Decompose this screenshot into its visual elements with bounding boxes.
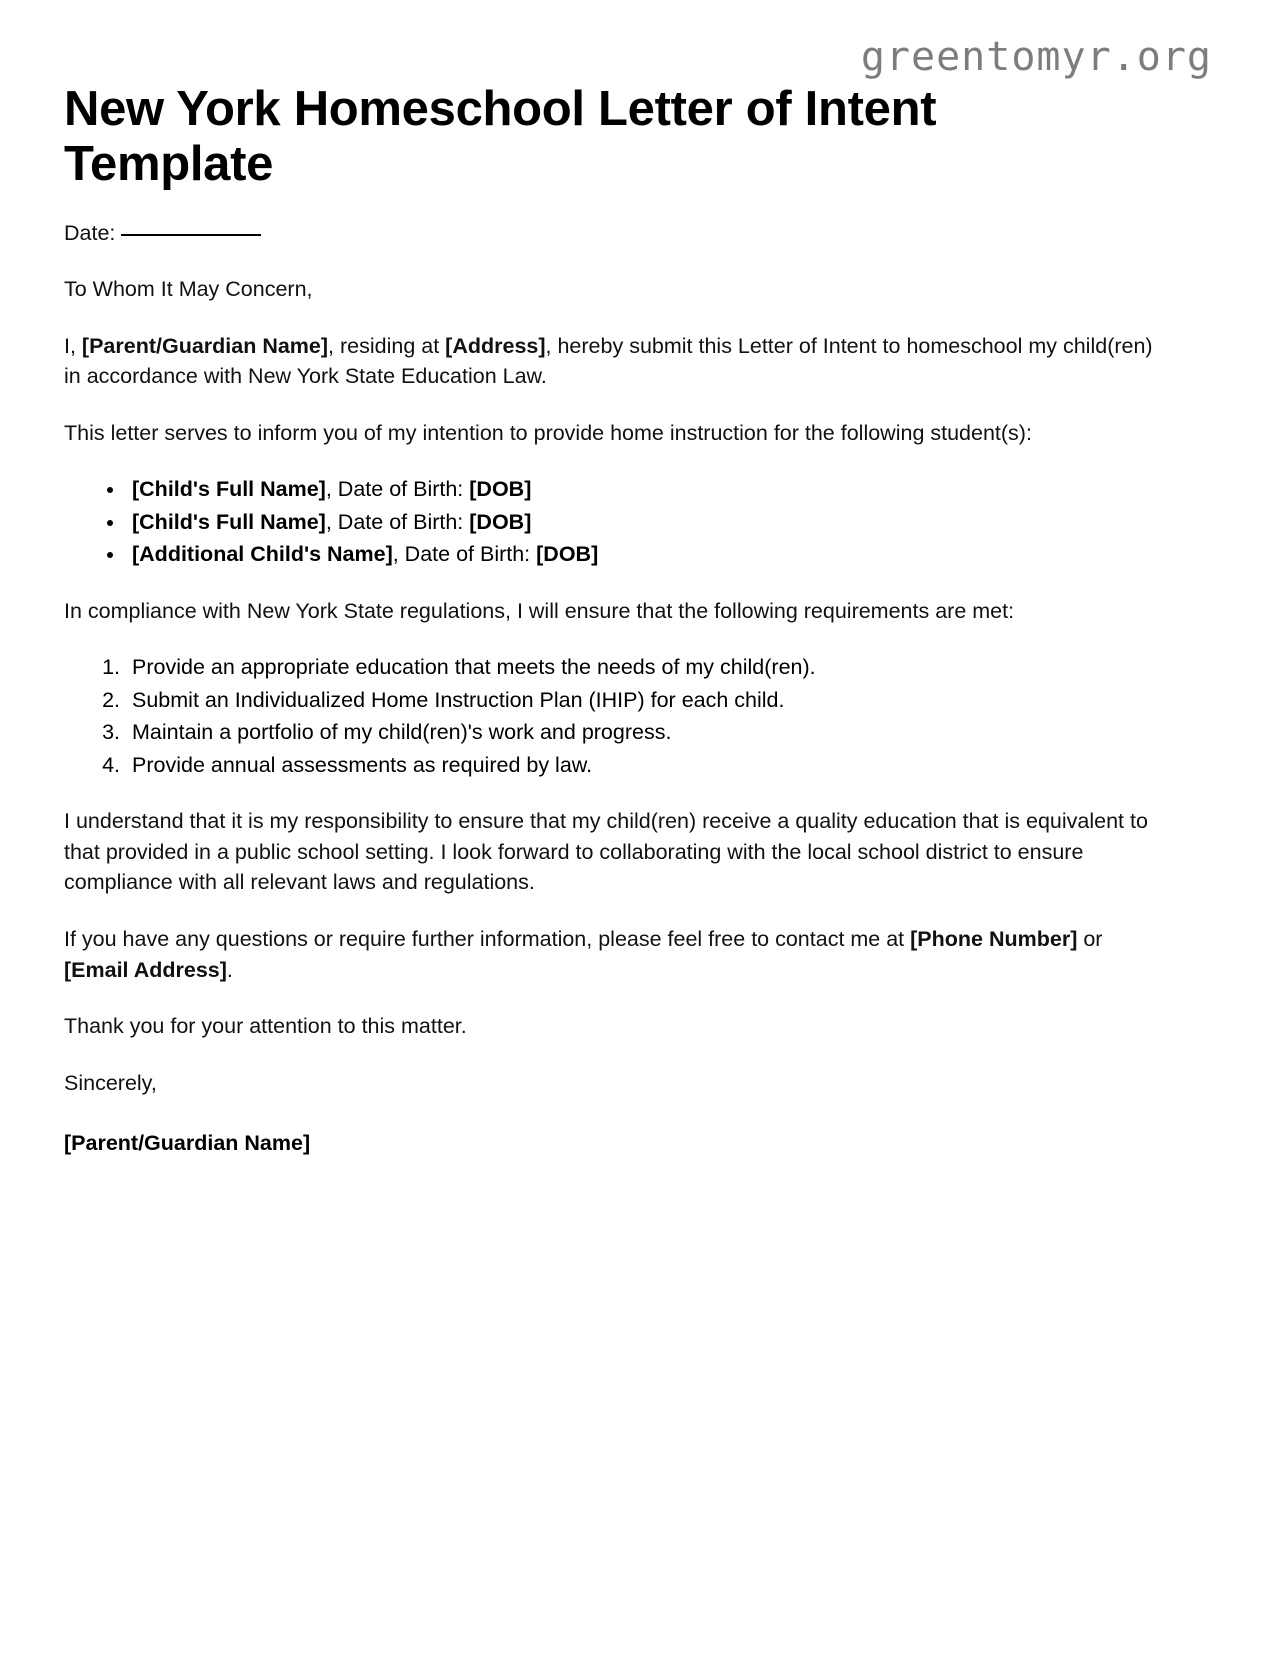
students-list <box>64 474 1156 570</box>
requirements-intro-paragraph: In compliance with New York State regulations, I will ensure that the following requirements are met: <box>64 598 1015 623</box>
date-label: Date: <box>64 220 116 245</box>
intro-text-3: , hereby submit this Letter of Intent to homeschool my child(ren) in accordance with New York State Education Law. <box>64 333 1153 389</box>
list-item <box>126 474 1156 505</box>
child-name-placeholder: [Child's Full Name] <box>132 509 326 534</box>
thank-you-paragraph: Thank you for your attention to this matter. <box>64 1014 467 1039</box>
list-item: 4. Provide annual assessments as required by law. <box>126 750 1156 781</box>
dob-placeholder: [DOB] <box>469 509 532 534</box>
contact-paragraph <box>64 924 1156 985</box>
child-name-placeholder: [Additional Child's Name] <box>132 542 393 567</box>
dob-label: , Date of Birth: <box>392 542 537 567</box>
list-item <box>126 507 1156 538</box>
page-title: New York Homeschool Letter of Intent Template <box>64 82 937 191</box>
list-item <box>126 539 1156 570</box>
closing-line: Sincerely, <box>64 1070 157 1095</box>
parent-name-placeholder: [Parent/Guardian Name] <box>81 333 329 358</box>
intro-text-1: I, <box>64 333 82 358</box>
child-name-placeholder: [Child's Full Name] <box>132 477 326 502</box>
contact-text-2: or <box>1077 927 1103 951</box>
requirements-list <box>64 652 1156 780</box>
contact-text-1: If you have any questions or require further information, please feel free to contact me at <box>64 927 911 951</box>
salutation: To Whom It May Concern, <box>64 277 313 302</box>
intro-paragraph <box>64 331 1156 392</box>
list-item: 2. Submit an Individualized Home Instruction Plan (IHIP) for each child. <box>126 685 1156 716</box>
students-intro-paragraph: This letter serves to inform you of my intention to provide home instruction for the following student(s): <box>64 420 1032 445</box>
site-watermark: greentomyr.org <box>860 34 1212 80</box>
date-line <box>64 218 1156 249</box>
list-item: 3. Maintain a portfolio of my child(ren)'s work and progress. <box>126 717 1156 748</box>
date-blank-field[interactable] <box>121 233 261 236</box>
intro-text-2: , residing at <box>328 333 446 358</box>
dob-label: , Date of Birth: <box>325 509 470 534</box>
list-item: 1. Provide an appropriate education that meets the needs of my child(ren). <box>126 652 1156 683</box>
phone-placeholder: [Phone Number] <box>910 927 1078 951</box>
dob-placeholder: [DOB] <box>469 477 532 502</box>
dob-placeholder: [DOB] <box>536 542 599 567</box>
responsibility-paragraph: I understand that it is my responsibility to ensure that my child(ren) receive a quality education that is equivalent to that provided in a public school setting. I look forward to collaborating with the local school district to ensure compliance with all relevant laws and regulations. <box>64 809 1148 895</box>
letter-body <box>64 192 1156 1159</box>
dob-label: , Date of Birth: <box>325 477 470 502</box>
email-placeholder: [Email Address] <box>64 957 227 982</box>
address-placeholder: [Address] <box>445 333 546 358</box>
contact-text-3: . <box>226 957 233 982</box>
signature-placeholder: [Parent/Guardian Name] <box>64 1131 311 1156</box>
